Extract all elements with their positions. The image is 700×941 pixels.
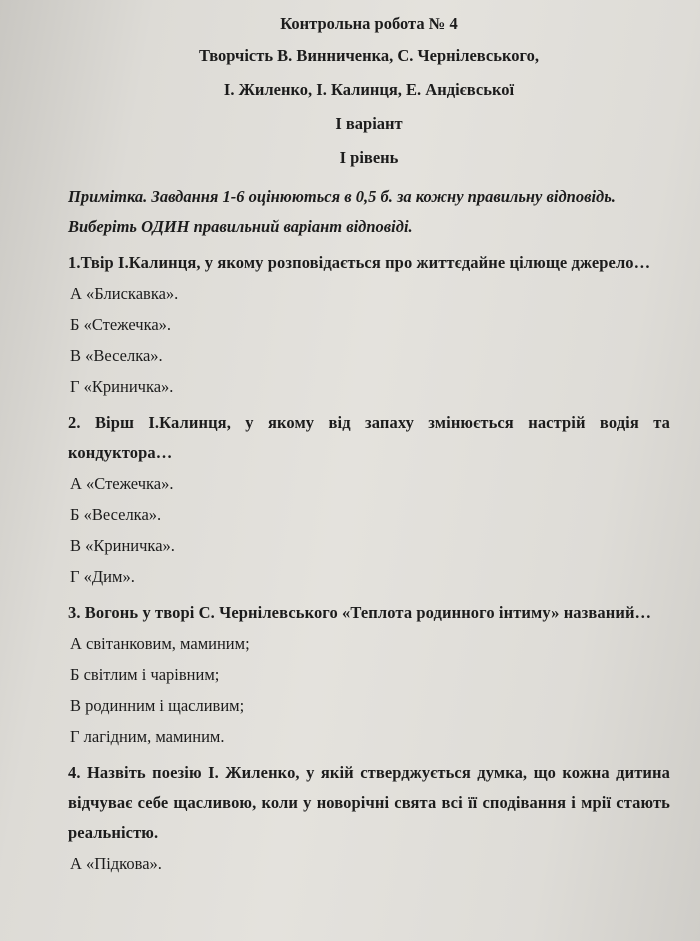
answer-option: В «Криничка». <box>70 536 175 555</box>
answer-option: Б «Веселка». <box>70 505 162 524</box>
answer-option: Б «Стежечка». <box>70 315 172 334</box>
answer-option: В родинним і щасливим; <box>70 696 245 715</box>
answer-option: А «Підкова». <box>70 854 162 873</box>
question-4 <box>68 758 670 879</box>
answer-option: А «Блискавка». <box>70 284 179 303</box>
question-text: 4. Назвіть поезію І. Жиленко, у якій стверджується думка, що кожна дитина відчуває себе щасливою, коли у новорічні свята всі її сподівання і мрії стають реальністю. <box>68 763 670 842</box>
document-title: Контрольна робота № 4 <box>280 14 458 33</box>
answer-option: Г «Криничка». <box>70 377 174 396</box>
document-subtitle-line2: І. Жиленко, І. Калинця, Е. Андієвської <box>223 80 515 99</box>
answer-option: Г «Дим». <box>70 567 135 586</box>
level-label: І рівень <box>339 148 399 167</box>
instruction-note-line2: Виберіть ОДИН правильний варіант відповіді. <box>68 217 413 236</box>
answer-option: Г лагідним, маминим. <box>70 727 225 746</box>
instruction-note <box>68 182 670 242</box>
document-header <box>68 14 670 168</box>
variant-label: І варіант <box>335 114 403 133</box>
question-3 <box>68 598 670 752</box>
answer-option: А світанковим, маминим; <box>70 634 250 653</box>
question-text: 2. Вірш І.Калинця, у якому від запаху змінюється настрій водія та кондуктора… <box>68 413 670 462</box>
question-1 <box>68 248 670 402</box>
question-2 <box>68 408 670 592</box>
document-subtitle-line1: Творчість В. Винниченка, С. Чернілевського, <box>199 46 539 65</box>
answer-option: Б світлим і чарівним; <box>70 665 220 684</box>
instruction-note-line1: Примітка. Завдання 1-6 оцінюються в 0,5 б. за кожну правильну відповідь. <box>68 187 616 206</box>
question-text: 3. Вогонь у творі С. Чернілевського «Теплота родинного інтиму» названий… <box>68 603 652 622</box>
answer-option: А «Стежечка». <box>70 474 174 493</box>
answer-option: В «Веселка». <box>70 346 163 365</box>
question-text: 1.Твір І.Калинця, у якому розповідається про життєдайне цілюще джерело… <box>68 253 651 272</box>
